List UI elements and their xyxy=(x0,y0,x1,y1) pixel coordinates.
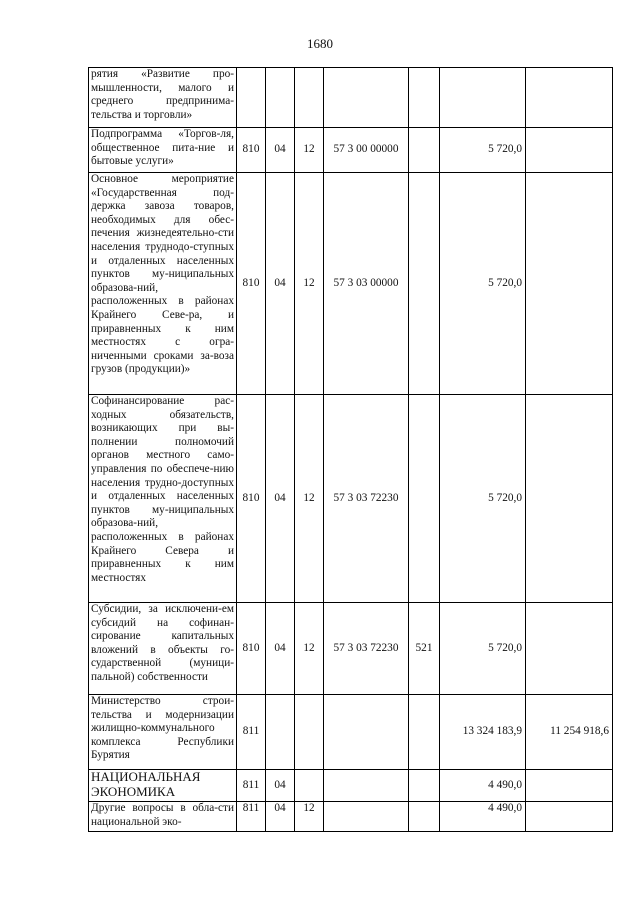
table-row xyxy=(89,802,613,832)
cell-rz: 04 xyxy=(266,770,295,802)
cell-sum-2: 11 254 918,6 xyxy=(526,695,613,770)
table-row xyxy=(89,603,613,695)
cell-csr xyxy=(324,802,409,832)
cell-vr xyxy=(409,770,440,802)
cell-sum-1: 4 490,0 xyxy=(440,770,526,802)
cell-ved: 810 xyxy=(237,395,266,603)
cell-rz: 04 xyxy=(266,802,295,832)
cell-ved xyxy=(237,68,266,128)
cell-ved: 810 xyxy=(237,128,266,173)
cell-sum-1: 5 720,0 xyxy=(440,395,526,603)
cell-ved: 811 xyxy=(237,770,266,802)
cell-rz: 04 xyxy=(266,128,295,173)
cell-rz xyxy=(266,695,295,770)
table-row xyxy=(89,395,613,603)
cell-pr: 12 xyxy=(295,603,324,695)
cell-sum-2 xyxy=(526,770,613,802)
cell-csr: 57 3 03 72230 xyxy=(324,603,409,695)
page-number: 1680 xyxy=(307,36,333,51)
cell-pr: 12 xyxy=(295,395,324,603)
cell-pr: 12 xyxy=(295,173,324,395)
table-row xyxy=(89,128,613,173)
cell-csr: 57 3 03 72230 xyxy=(324,395,409,603)
row-name: Подпрограмма «Торгов-ля, общественное пита-ние и бытовые услуги» xyxy=(89,128,237,173)
cell-csr xyxy=(324,695,409,770)
cell-sum-1: 5 720,0 xyxy=(440,128,526,173)
cell-vr xyxy=(409,802,440,832)
cell-pr: 12 xyxy=(295,128,324,173)
budget-table xyxy=(88,67,613,832)
cell-sum-1: 13 324 183,9 xyxy=(440,695,526,770)
cell-ved: 810 xyxy=(237,603,266,695)
cell-rz: 04 xyxy=(266,603,295,695)
cell-csr xyxy=(324,770,409,802)
cell-csr: 57 3 03 00000 xyxy=(324,173,409,395)
cell-sum-2 xyxy=(526,395,613,603)
cell-vr xyxy=(409,68,440,128)
row-name: Министерство строи-тельства и модернизации жилищно-коммунального комплекса Республики Бурятия xyxy=(89,695,237,770)
cell-sum-1: 4 490,0 xyxy=(440,802,526,832)
cell-ved: 810 xyxy=(237,173,266,395)
row-name: Софинансирование рас-ходных обязательств, возникающих при вы-полнении полномочий органов местного само-управления по обеспече-нию населения трудно-доступных и отдаленных населенных пунктов му-ниципальных образова-ний, расположенных в районах Крайнего Севера и приравненных к ним местностях xyxy=(89,395,237,603)
cell-sum-1: 5 720,0 xyxy=(440,173,526,395)
cell-sum-2 xyxy=(526,603,613,695)
cell-pr xyxy=(295,68,324,128)
cell-ved: 811 xyxy=(237,695,266,770)
cell-sum-2 xyxy=(526,128,613,173)
cell-pr: 12 xyxy=(295,802,324,832)
cell-rz: 04 xyxy=(266,173,295,395)
cell-vr xyxy=(409,173,440,395)
table-row xyxy=(89,770,613,802)
row-name: Другие вопросы в обла-сти национальной эко- xyxy=(89,802,237,832)
row-name: рятия «Развитие про-мышленности, малого и среднего предпринима-тельства и торговли» xyxy=(89,68,237,128)
row-name: Субсидии, за исключени-ем субсидий на софинан-сирование капитальных вложений в объекты го-сударственной (муници-пальной) собственности xyxy=(89,603,237,695)
cell-pr xyxy=(295,770,324,802)
cell-vr xyxy=(409,695,440,770)
cell-rz: 04 xyxy=(266,395,295,603)
cell-pr xyxy=(295,695,324,770)
cell-csr: 57 3 00 00000 xyxy=(324,128,409,173)
table-row xyxy=(89,695,613,770)
cell-sum-1: 5 720,0 xyxy=(440,603,526,695)
cell-vr: 521 xyxy=(409,603,440,695)
table-row xyxy=(89,68,613,128)
cell-sum-2 xyxy=(526,68,613,128)
cell-vr xyxy=(409,395,440,603)
table-row xyxy=(89,173,613,395)
row-name: Основное мероприятие «Государственная под-держка завоза товаров, необходимых для обес-печения жизнедеятельно-сти населения труднодо-ступных и отдаленных населенных пунктов му-ниципальных образова-ний, расположенных в районах Крайнего Севе-ра, и приравненных к ним местностях с огра-ниченными сроками за-воза грузов (продукции)» xyxy=(89,173,237,395)
cell-rz xyxy=(266,68,295,128)
cell-sum-2 xyxy=(526,173,613,395)
cell-vr xyxy=(409,128,440,173)
cell-sum-1 xyxy=(440,68,526,128)
row-name: НАЦИОНАЛЬНАЯ ЭКОНОМИКА xyxy=(89,770,237,802)
cell-sum-2 xyxy=(526,802,613,832)
cell-csr xyxy=(324,68,409,128)
cell-ved: 811 xyxy=(237,802,266,832)
